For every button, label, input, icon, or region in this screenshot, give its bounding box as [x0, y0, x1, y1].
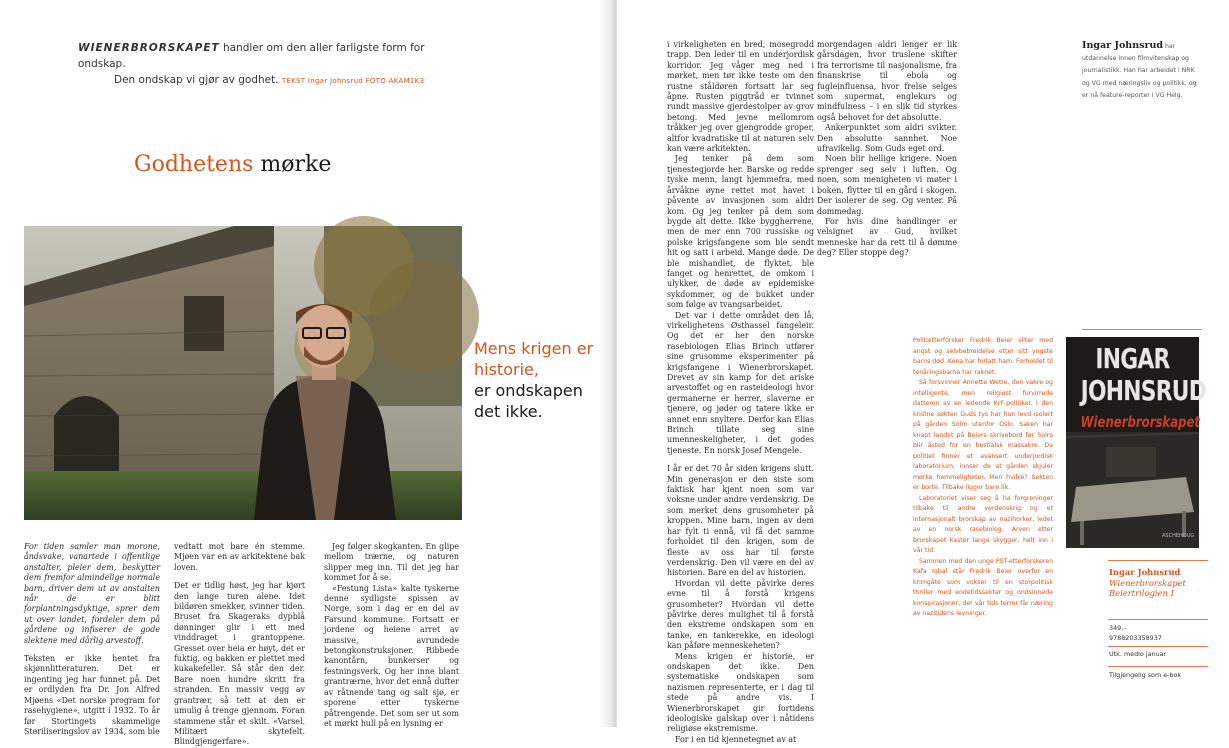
body-paragraph: For hvis dine handlinger er velsignet av Gud, hvilket menneske har da rett til å dømme deg? Eller stoppe deg? [817, 216, 957, 258]
author-bio [1082, 40, 1204, 102]
info-ebook: Tilgjengelig som e-bok [1109, 671, 1182, 679]
body-paragraph: Det var i dette området den lå, virkelighetens Østhassel fangeleir. Og det er her den norske rasebiologen Elias Brinch utfører sine grusomme eksperimenter på krigsfangene i Wienerbrorskapet. Drevet av sin kamp for det ariske arvestoffet og en rasteideologi hvor germanerne er herrer, slaverne er tjenere, og jøder og tatere ikke er annet enn snyltere. Derfor kan Elias Brinch tillate seg sine umenneskeligheter, i det godes tjeneste. En norsk Josef Mengele. [667, 310, 814, 455]
blurb-paragraph: Så forsvinner Annette Wetre, den vakre og intelligente, men religiøst forvirrede datteren av en ledende KrF-politiker. I den kristne sekten Guds tys har hun levd isolert på gården Solro utenfor Oslo. Saken har knapt landet på Beiers skrivebord før Solro blir åsted for en bestialsk massakre. Da politiet finner et avansert underjordisk laboratorium, innser de at gården skjuler mørke hemmeligheter. Men hvilke? Sekten er borte. Tilbake ligger bare lik. [913, 379, 1053, 491]
sidebar-divider [1108, 666, 1208, 667]
sidebar-divider [1108, 619, 1208, 620]
body-paragraph: i virkeligheten en bred, mosegrodd trapp. Den leder til en underjordisk korridor. Jeg våger meg ned i mørket, men tør ikke teste om den rustne ståldøren fortsatt lar seg åpne. Rusten piggtråd er tvinnet rundt massive gjerdestolper av grov betong. Med jevne mellomrom tråkker jeg over gjengrodde groper, altfor kvadratiske til at naturen selv kan være arkitekten. [667, 40, 814, 154]
book-info-title [1109, 567, 1209, 599]
body-paragraph: Mens krigen er historie, er ondskapen det ikke. Den systematiske ondskapen som nazismen representerte, er i dag til stede på andre vis. I Wienerbrorskapet gir fortidens ideologiske galskap over i nåtidens religiøse ekstremisme. [667, 651, 814, 734]
info-price: 349,– [1109, 624, 1127, 632]
cover-author-last: JOHNSRUD [1080, 374, 1207, 407]
intro-brand: WIENERBRORSKAPET [78, 42, 220, 54]
body-paragraph: vedtatt mot bare én stemme. Mjøen var en av arkitektene bak loven. [174, 542, 305, 572]
book-blurb [913, 336, 1053, 620]
body-column-2 [174, 542, 305, 748]
body-paragraph: I år er det 70 år siden krigens slutt. Min generasjon er den siste som faktisk har kjent noen som var voksne under andre verdenskrig. De som merket dens grusomheter på kroppen. Mine barn, ingen av dem har fylt ti ennå, vil få det samme forholdet til den krigen, som de fleste av oss har til første verdenskrig. Den vil være en del av historien. Bare en del av historien. [667, 464, 814, 578]
body-paragraph: Ankerpunktet som aldri svikter. Den absolutte sannhet. Noe ufravikelig. Som Guds eget ord. [817, 123, 957, 154]
author-photo [24, 226, 462, 520]
intro-line1: handler om den aller farligste form for ondskap. [78, 42, 425, 70]
intro-deck [78, 40, 438, 89]
info-isbn: 9788203358937 [1109, 634, 1162, 642]
body-column-1 [24, 542, 160, 737]
body-column-5 [817, 40, 957, 259]
info-series: Beiertrilogien I [1109, 588, 1174, 598]
bio-author-name: Ingar Johnsrud [1082, 40, 1164, 51]
cover-author-first: INGAR [1095, 342, 1170, 375]
info-author: Ingar Johnsrud [1109, 567, 1181, 577]
pull-quote-orange: Mens krigen er historie, [474, 339, 594, 379]
bio-text: har utdannelse innen filmvitenskap og journalistikk. Han har arbeidet i NRK og VG med næringsliv og politikk, og er nå feature-reporter i VG Helg. [1082, 43, 1197, 99]
intro-line2: Den ondskap vi gjør av godhet. [114, 74, 279, 86]
body-paragraph: For i en tid kjennetegnet av at [675, 734, 797, 744]
lead-quote-paragraph: For tiden samler man morone, åndsvake, vanartede i offentlige anstalter, pleier dem, beskytter dem fremfor almindelige normale barn, driver dem ut av anstalten når de er blitt forplantningsdyktige, sprer dem ut over landet, fordeler dem på gårdene og infiserer de gode slektene med dårlig arvestoff. [24, 542, 160, 645]
info-release: Utk. medio januar [1109, 650, 1167, 658]
body-paragraph: morgendagen aldri lenger er lik gårsdagen, hvor truslene skifter fra terrorisme til nasjonalisme, fra finanskrise til ebola og fugleinfluensa, hvor frelse selges som supermat, englekurs og mindfulness – i en slik tid styrkes også behovet for det absolutte. [817, 40, 957, 122]
right-page [617, 0, 1229, 744]
author-photo-illustration [24, 226, 462, 520]
sidebar-divider [1108, 560, 1208, 561]
headline-orange: Godhetens [134, 152, 254, 177]
sidebar-divider [1082, 329, 1202, 330]
body-column-4 [667, 40, 814, 745]
body-paragraph: Jeg tenker på dem som tjenestegjorde her. Barske og redde tyske menn, langt hjemmefra, med årvåkne øyne rettet mot havet i påvente av invasjonen som aldri kom. Og jeg tenker på dem som bygde alt dette. Ikke byggherrene, men de mer enn 700 russiske og polske krigsfangene som ble sendt hit og satt i arbeid. Mange døde. De ble mishandlet, de flyktet, ble fanget og henrettet, de omkom i ulykker, de døde av epidemiske sykdommer, og de bukket under som følge av tvangsarbeidet. [667, 154, 814, 310]
article-headline [134, 152, 331, 177]
sidebar-divider [1108, 646, 1208, 647]
pull-quote-black: er ondskapen det ikke. [474, 381, 583, 421]
book-info-price [1109, 623, 1209, 643]
body-column-3 [324, 542, 459, 729]
body-paragraph: Det er tidlig høst, jeg har kjørt den lange turen alene. Idet bildøren smekker, svinner tiden. Bruset fra Skageraks dypblå dønninger glir i ett med vinddraget i grantoppene. Gresset over heia er høyt, det er fuktig, og bakken er plettet med kukakefeller. Så står den der. Bare noen hundre skritt fra stranden. En massiv vegg av grantrær, så tett at den er umulig å trenge gjennom. Foran stammene står et skilt. «Varsel. Militært skytefelt. Blindgjengerfare». [174, 581, 305, 747]
cover-publisher: ASCHEHOUG [1162, 533, 1195, 539]
info-title: Wienerbrorskapet [1109, 577, 1186, 588]
left-page [0, 0, 612, 747]
body-paragraph: Jeg følger skogkanten. En glipe mellom trærne, og naturen slipper meg inn. Til det jeg har kommet for å se. [324, 542, 459, 583]
blurb-paragraph: Laboratoriet viser seg å ha forgreninger tilbake til andre verdenskrig og et internasjonalt brorskap av nazihorker, ledet av en norsk rasebiolog. Arven etter brorskapet kaster lange skygger, helt inn i vår tid. [913, 494, 1053, 554]
body-paragraph: Hvordan vil dette påvirke deres evne til å forstå krigens grusomheter? Hvordan vil dette påvirke deres mulighet til å forstå den ekstreme ondskapen som en tanke, en tankerekke, en ideologi kan påføre menneskeheten? [667, 578, 814, 651]
pull-quote [474, 338, 600, 422]
body-paragraph: Teksten er ikke hentet fra skjønnlitteraturen. Det er ingenting jeg har funnet på. Det er ordlyden fra Dr. Jon Alfred Mjøens «Det norske program for rasehygiene», utgitt i 1932. To år før Stortingets skammelige Steriliseringslov av 1934, som ble [24, 654, 160, 736]
body-paragraph: Noen blir hellige krigere. Noen sprenger seg selv i luften. Og noen, som menigheten vi møter i boken, flytter til en gård i skogen. Der isolerer de seg. Og venter. På dommedag. [817, 154, 957, 216]
cover-title: Wienerbrorskapet [1080, 413, 1201, 431]
book-cover [1066, 337, 1207, 548]
body-paragraph: «Festung Lista» kalte tyskerne denne sydligste spissen av Norge, som i dag er en del av Farsund kommune. Fortsatt er jordene og heiene arret av massive, avrundede betongkonstruksjoner. Ribbede kanontårn, bunkerser og festningsverk. Og her inne blant grantrærne, hvor det ennå dufter av råtnende tang og salt sjø, er sporene etter tyskerne påtrengende. Det som ser ut som et mørkt hull på en lysning er [324, 583, 459, 728]
intro-credit: TEKST Ingar Johnsrud FOTO AKAM1K3 [281, 77, 425, 85]
blurb-paragraph: Sammen med den unge PST-etterforskeren Kafa Iqbal står Fredrik Beier overfor en krimgåte som vokser til en storpolitisk thriller med endetidssekter og ondsinnede konspirasjoner, der vår tids terror får næring av nazitidens levninger. [913, 557, 1053, 617]
headline-black: mørke [260, 152, 332, 177]
blurb-paragraph: Politietterforsker Fredrik Beier sliter med angst og selvbebreidelse etter sitt yngste barns død. Kona har forlatt ham. Forholdet til tenåringsbarna har raknet. [913, 337, 1053, 376]
